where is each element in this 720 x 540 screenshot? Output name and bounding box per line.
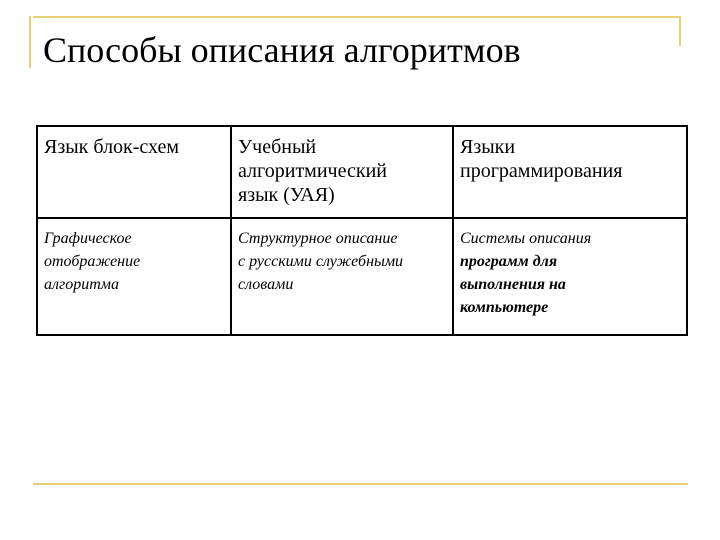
slide-title: Способы описания алгоритмов — [43, 30, 521, 70]
decorative-right-line — [679, 16, 681, 46]
cell-text-line: Язык блок-схем — [44, 136, 180, 158]
cell-text-line-bold: выполнения на — [460, 276, 566, 293]
table-row — [37, 218, 687, 335]
cell-text-line: Системы описания — [460, 230, 592, 247]
table-header-cell-educational-language — [231, 126, 453, 218]
cell-text-line-bold: программ для — [460, 253, 558, 270]
cell-text-line: с русскими служебными — [238, 253, 404, 270]
table-cell-flowchart-description — [37, 218, 231, 335]
table-cell-programming-languages-description — [453, 218, 687, 335]
cell-text-line-bold: компьютере — [460, 299, 549, 316]
decorative-left-line — [29, 16, 31, 68]
cell-text-line: Учебный — [238, 136, 317, 158]
cell-text-line: алгоритмический — [238, 160, 387, 182]
table-header-row — [37, 126, 687, 218]
cell-text-line: язык (УАЯ) — [238, 184, 335, 206]
cell-text-line: Языки — [460, 136, 516, 158]
cell-text-line: Графическое — [44, 230, 132, 247]
decorative-top-line — [33, 16, 680, 18]
table-cell-educational-language-description — [231, 218, 453, 335]
cell-text-line: отображение — [44, 253, 141, 270]
decorative-bottom-line — [33, 483, 688, 485]
table-header-cell-programming-languages — [453, 126, 687, 218]
cell-text-line: алгоритма — [44, 276, 119, 293]
cell-text-line: словами — [238, 276, 294, 293]
cell-text-line: программирования — [460, 160, 623, 182]
cell-text-line: Структурное описание — [238, 230, 398, 247]
algorithm-description-table — [36, 125, 688, 336]
table-header-cell-flowchart — [37, 126, 231, 218]
